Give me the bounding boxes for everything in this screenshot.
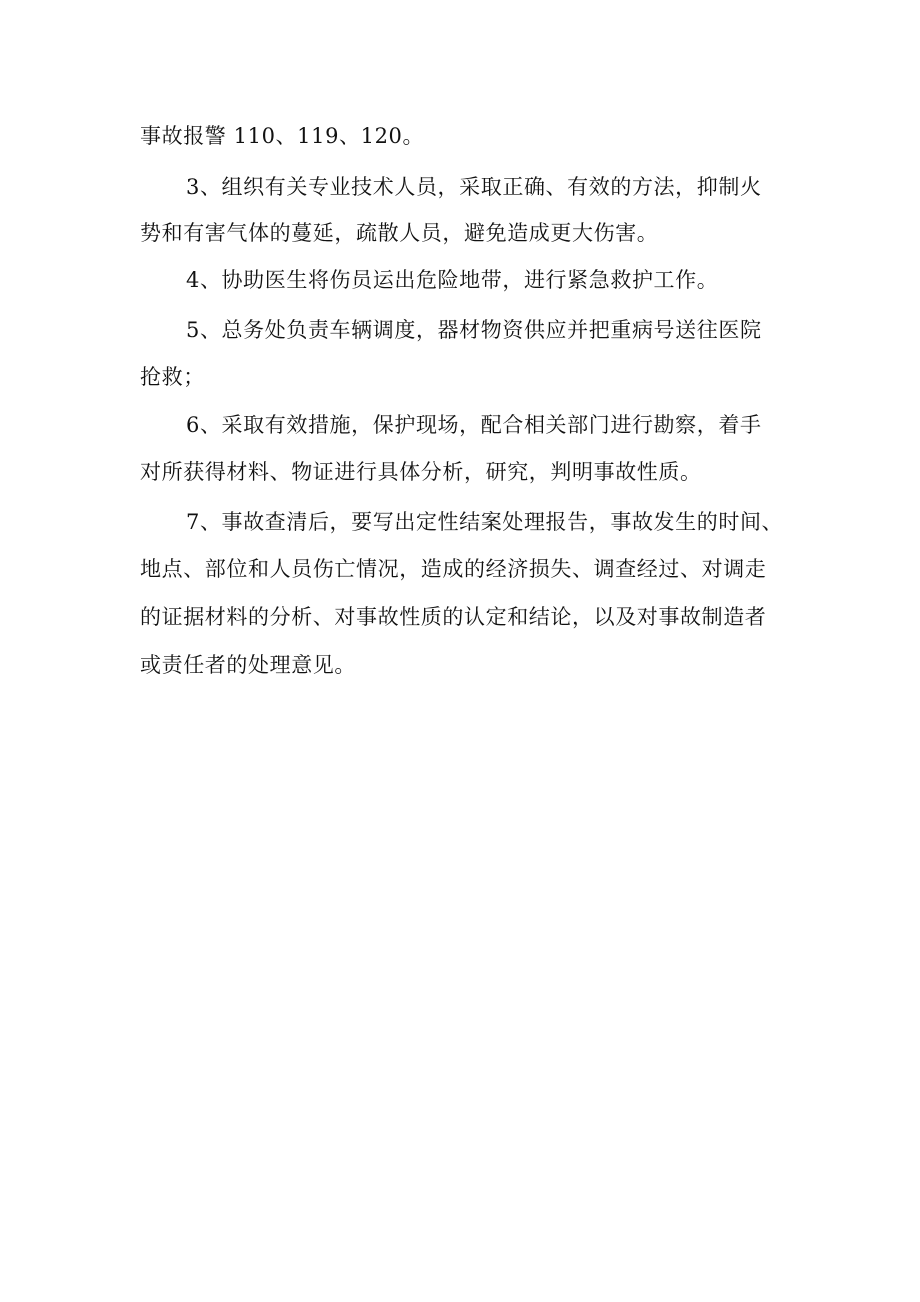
text-line-11: 的证据材料的分析、对事故性质的认定和结论，以及对事故制造者 [140,605,767,629]
text-line-6: 抢救； [140,365,205,389]
text-line-2: 3、组织有关专业技术人员，采取正确、有效的方法，抑制火 [186,175,762,199]
text-line-3: 势和有害气体的蔓延，疏散人员，避免造成更大伤害。 [140,221,659,245]
text-line-8: 对所获得材料、物证进行具体分析，研究，判明事故性质。 [140,460,702,484]
text-line-12: 或责任者的处理意见。 [140,653,356,677]
text-line-1: 事故报警 110、119、120。 [140,124,425,148]
text-line-9: 7、事故查清后，要写出定性结案处理报告，事故发生的时间、 [186,510,784,534]
text-line-10: 地点、部位和人员伤亡情况，造成的经济损失、调查经过、对调走 [140,557,767,581]
text-line-5: 5、总务处负责车辆调度，器材物资供应并把重病号送往医院 [186,318,762,342]
text-line-7: 6、采取有效措施，保护现场，配合相关部门进行勘察，着手 [186,413,762,437]
text-line-4: 4、协助医生将伤员运出危险地带，进行紧急救护工作。 [186,268,719,292]
